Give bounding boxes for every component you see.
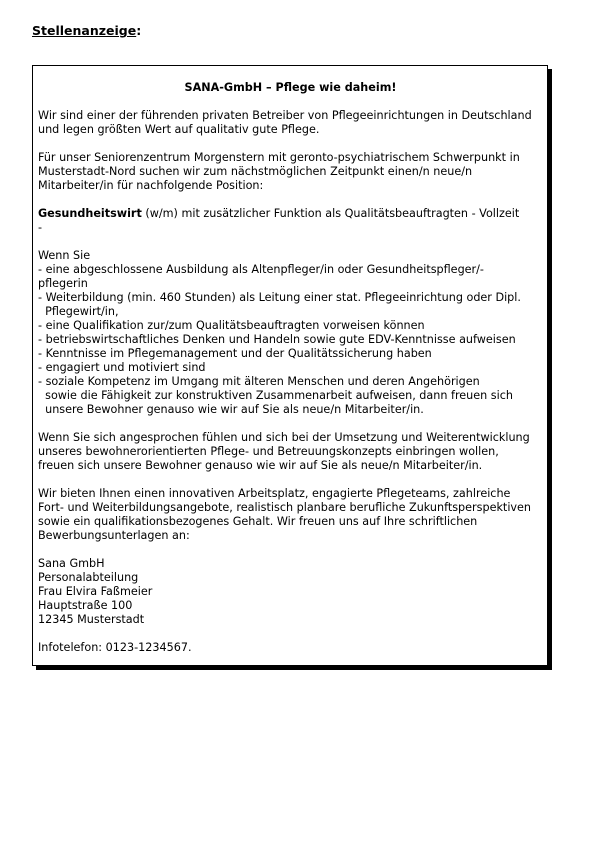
ad-offer-paragraph: Wir bieten Ihnen einen innovativen Arbeitsplatz, engagierte Pflegeteams, zahlreiche Fort- und Weiterbildungsangebote, realistisch planbare berufliche Zukunftsperspektiven sowie ein qualifikationsbezogenes Gehalt. Wir freuen uns auf Ihre schriftlichen Bewerbungsunterlagen an: — [38, 487, 532, 542]
job-ad-content — [38, 81, 543, 655]
ad-position-paragraph — [38, 207, 543, 235]
page-heading — [32, 23, 141, 39]
position-title: Gesundheitswirt — [38, 207, 142, 220]
job-ad-box — [32, 65, 548, 666]
ad-title: SANA-GmbH – Pflege wie daheim! — [184, 81, 397, 94]
paragraph-gap — [38, 627, 543, 641]
paragraph-gap — [38, 193, 543, 207]
position-description: (w/m) mit zusätzlicher Funktion als Qualitätsbeauftragten - Vollzeit - — [38, 207, 520, 234]
ad-address-block: Sana GmbH Personalabteilung Frau Elvira Faßmeier Hauptstraße 100 12345 Musterstadt — [38, 557, 153, 626]
ad-intro-paragraph: Wir sind einer der führenden privaten Betreiber von Pflegeeinrichtungen in Deutschland und legen größten Wert auf qualitativ gute Pflege. — [38, 109, 532, 136]
paragraph-gap — [38, 417, 543, 431]
heading-colon: : — [136, 23, 142, 38]
paragraph-gap — [38, 473, 543, 487]
paragraph-gap — [38, 137, 543, 151]
ad-requirements-list: Wenn Sie - eine abgeschlossene Ausbildung als Altenpfleger/in oder Gesundheitspfleger/- pflegerin - Weiterbildung (min. 460 Stunden) als Leitung einer stat. Pflegeeinrichtung oder Dipl. Pflegewirt/in, - eine Qualifikation zur/zum Qualitätsbeauftragten vorweisen können - betriebswirtschaftliches Denken und Handeln sowie gute EDV-Kenntnisse aufweisen - Kenntnisse im Pflegemanagement und der Qualitätssicherung haben - engagiert und motiviert sind - soziale Kompetenz im Umgang mit älteren Menschen und deren Angehörigen sowie die Fähigkeit zur konstruktiven Zusammenarbeit aufweisen, dann freuen sich unsere Bewohner genauso wie wir auf Sie als neue/n Mitarbeiter/in. — [38, 249, 521, 416]
paragraph-gap — [38, 543, 543, 557]
ad-phone: Infotelefon: 0123-1234567. — [38, 641, 192, 654]
heading-label: Stellenanzeige — [32, 23, 137, 38]
ad-appeal-paragraph: Wenn Sie sich angesprochen fühlen und sich bei der Umsetzung und Weiterentwicklung unseres bewohnerorientierten Pflege- und Betreuungskonzepts einbringen wollen, freuen sich unsere Bewohner genauso wie wir auf Sie als neue/n Mitarbeiter/in. — [38, 431, 530, 472]
ad-center-paragraph: Für unser Seniorenzentrum Morgenstern mit geronto-psychiatrischem Schwerpunkt in Musterstadt-Nord suchen wir zum nächstmöglichen Zeitpunkt einen/n neue/n Mitarbeiter/in für nachfolgende Position: — [38, 151, 520, 192]
paragraph-gap — [38, 235, 543, 249]
